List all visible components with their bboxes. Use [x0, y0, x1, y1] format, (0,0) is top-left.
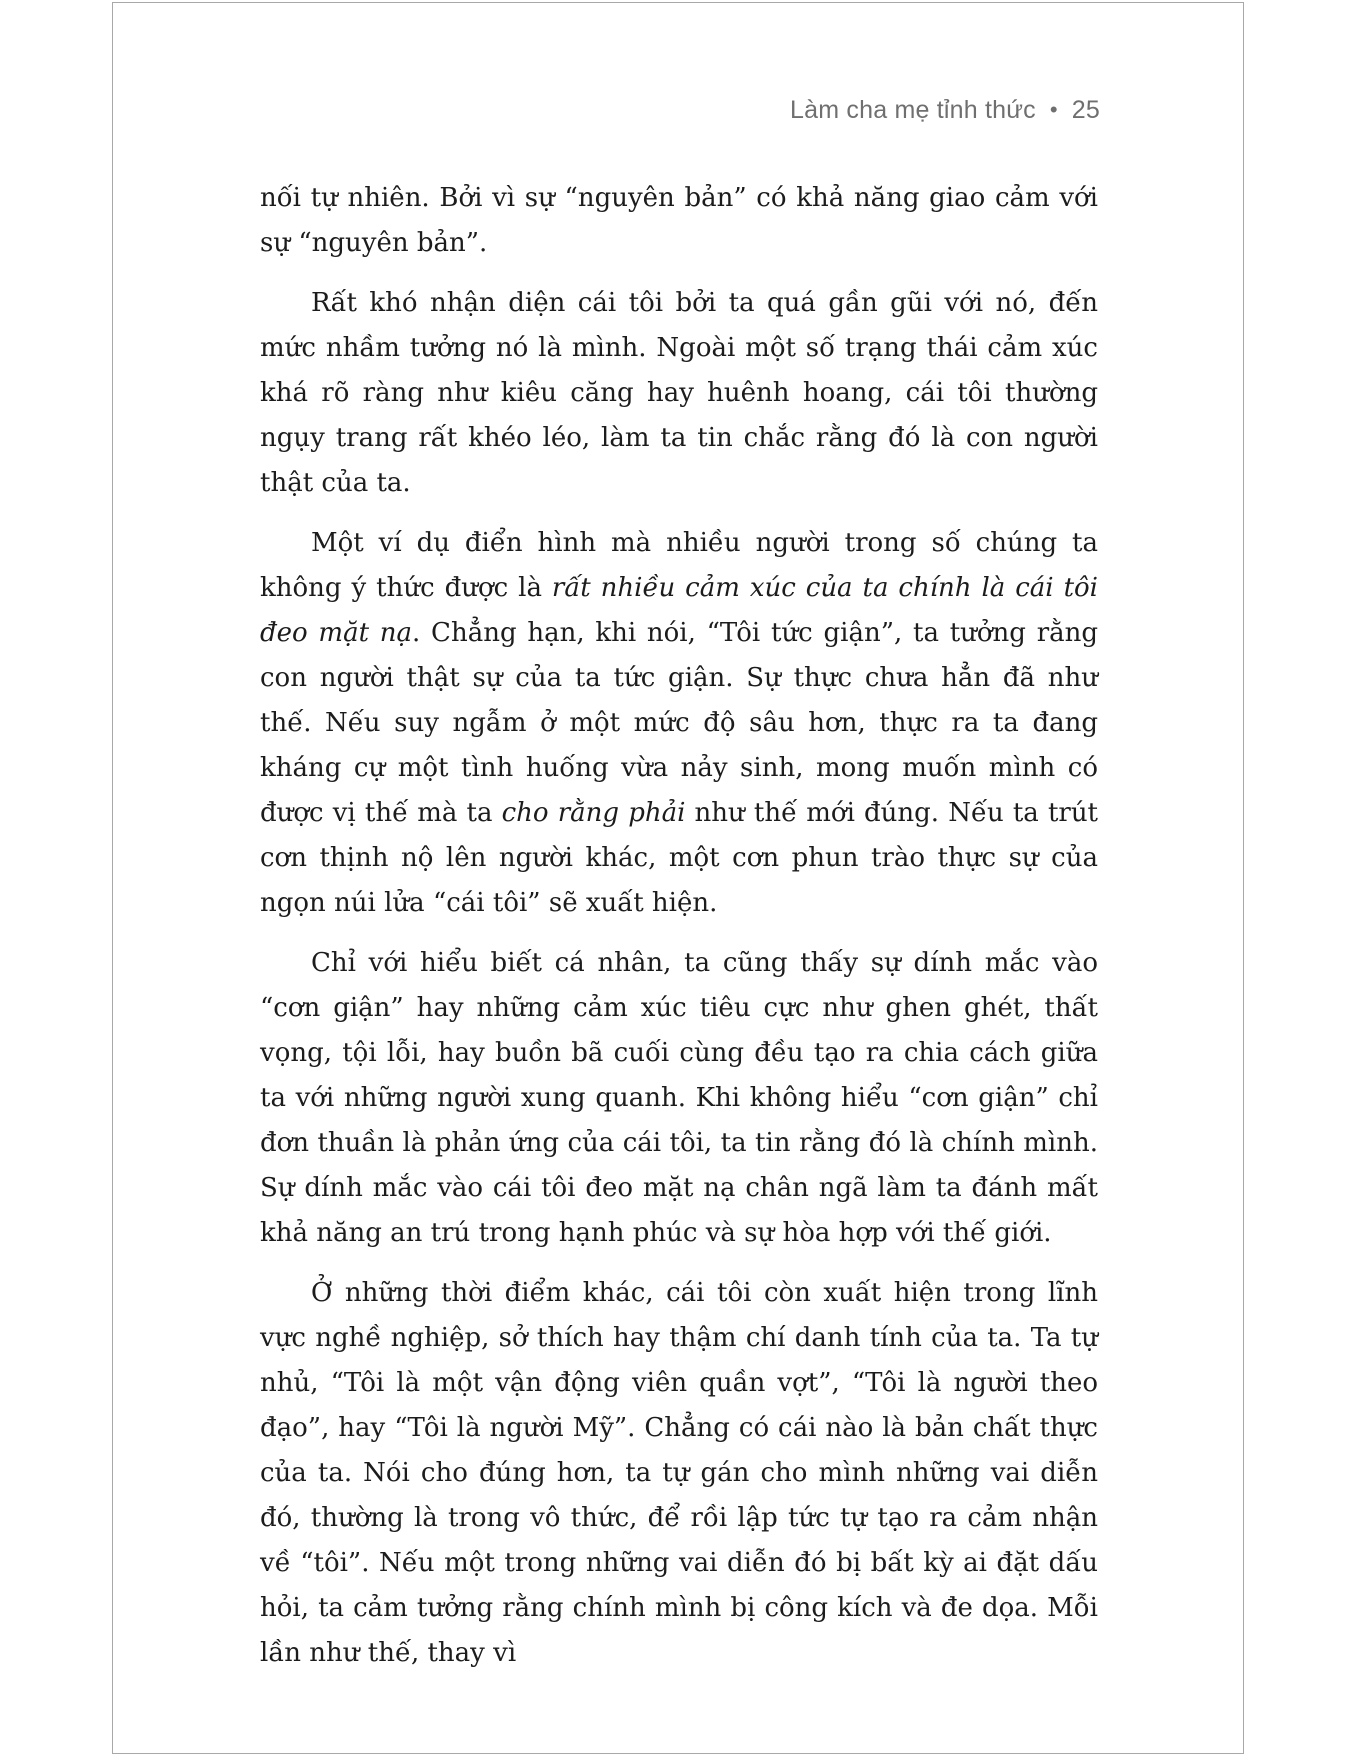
text-run: như thế mới đúng. Nếu ta trút cơn thịnh nộ lên người khác, một cơn phun trào thực sự của ngọn núi lửa “cái tôi” sẽ xuất hiện.	[260, 798, 1099, 918]
paragraph	[260, 521, 1098, 926]
paragraph	[260, 1271, 1098, 1676]
body-text	[260, 176, 1098, 1691]
paragraph	[260, 176, 1098, 266]
italic-text-run: rất nhiều cảm xúc của ta chính là cái tôi đeo mặt nạ	[260, 573, 1098, 648]
text-run: . Chẳng hạn, khi nói, “Tôi tức giận”, ta tưởng rằng con người thật sự của ta tức giận. Sự thực chưa hẳn đã như thế. Nếu suy ngẫm ở một mức độ sâu hơn, thực ra ta đang kháng cự một tình huống vừa nảy sinh, mong muốn mình có được vị thế mà ta	[260, 618, 1099, 828]
paragraph	[260, 281, 1098, 506]
text-run: Chỉ với hiểu biết cá nhân, ta cũng thấy sự dính mắc vào “cơn giận” hay những cảm xúc tiêu cực như ghen ghét, thất vọng, tội lỗi, hay buồn bã cuối cùng đều tạo ra chia cách giữa ta với những người xung quanh. Khi không hiểu “cơn giận” chỉ đơn thuần là phản ứng của cái tôi, ta tin rằng đó là chính mình. Sự dính mắc vào cái tôi đeo mặt nạ chân ngã làm ta đánh mất khả năng an trú trong hạnh phúc và sự hòa hợp với thế giới.	[260, 948, 1098, 1248]
text-run: nối tự nhiên. Bởi vì sự “nguyên bản” có khả năng giao cảm với sự “nguyên bản”.	[260, 183, 1098, 258]
italic-text-run: cho rằng phải	[501, 798, 686, 828]
page-number: 25	[1071, 96, 1100, 124]
text-run: Ở những thời điểm khác, cái tôi còn xuất hiện trong lĩnh vực nghề nghiệp, sở thích hay thậm chí danh tính của ta. Ta tự nhủ, “Tôi là một vận động viên quần vợt”, “Tôi là người theo đạo”, hay “Tôi là người Mỹ”. Chẳng có cái nào là bản chất thực của ta. Nói cho đúng hơn, ta tự gán cho mình những vai diễn đó, thường là trong vô thức, để rồi lập tức tự tạo ra cảm nhận về “tôi”. Nếu một trong những vai diễn đó bị bất kỳ ai đặt dấu hỏi, ta cảm tưởng rằng chính mình bị công kích và đe dọa. Mỗi lần như thế, thay vì	[260, 1278, 1098, 1668]
text-run: Rất khó nhận diện cái tôi bởi ta quá gần gũi với nó, đến mức nhầm tưởng nó là mình. Ngoài một số trạng thái cảm xúc khá rõ ràng như kiêu căng hay huênh hoang, cái tôi thường ngụy trang rất khéo léo, làm ta tin chắc rằng đó là con người thật của ta.	[260, 288, 1098, 498]
separator-bullet: •	[1049, 97, 1058, 122]
text-run: Một ví dụ điển hình mà nhiều người trong số chúng ta không ý thức được là	[260, 528, 1098, 603]
paragraph	[260, 941, 1098, 1256]
book-title: Làm cha mẹ tỉnh thức	[790, 96, 1036, 124]
running-head	[260, 88, 1100, 133]
